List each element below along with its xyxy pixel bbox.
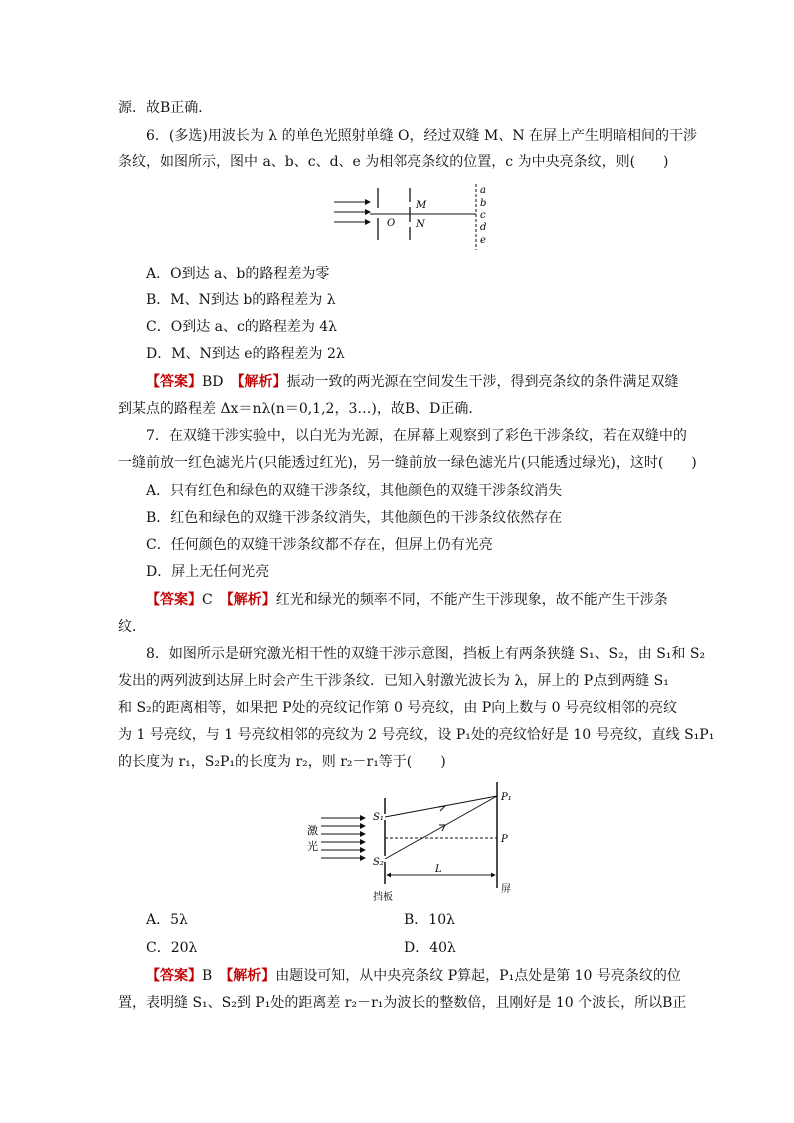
ray-S2-P1: [385, 796, 497, 859]
analysis-7-cont: 纹．: [118, 619, 146, 635]
option-B: B．M、N到达 b的路程差为 λ: [146, 292, 336, 308]
question-8-stem-cont: 发出的两列波到达屏上时会产生干涉条纹．已知入射激光波长为 λ，屏上的 P点到两缝 S₁: [118, 673, 669, 689]
option-C: C．O到达 a、c的路程差为 4λ: [146, 319, 338, 335]
option-A: A．只有红色和绿色的双缝干涉条纹，其他颜色的双缝干涉条纹消失: [146, 483, 563, 499]
laser-label: 激: [307, 824, 318, 837]
analysis-6-cont: 到某点的路程差 Δx＝nλ(n＝0,1,2，3…)，故B、D正确．: [118, 401, 483, 417]
answer-value: B: [202, 968, 213, 984]
analysis-tag: 【解析】: [226, 968, 276, 984]
analysis-text: 红光和绿光的频率不同，不能产生干涉现象，故不能产生干涉条: [275, 592, 668, 608]
answer-value: C: [202, 592, 213, 608]
answer-tag: 【答案】: [146, 592, 202, 608]
fringe-label-d: d: [480, 222, 487, 233]
fringe-label-e: e: [480, 235, 486, 246]
question-8-stem-cont: 和 S₂的距离相等，如果把 P处的亮纹记作第 0 号亮纹，由 P向上数与 0 号亮纹相邻的亮纹: [118, 700, 678, 716]
label-S2: S₂: [373, 857, 384, 868]
option-C: C．任何颜色的双缝干涉条纹都不存在，但屏上仍有光亮: [146, 537, 493, 553]
answer-tag: 【答案】: [146, 968, 202, 984]
option-B: B．红色和绿色的双缝干涉条纹消失，其他颜色的干涉条纹依然存在: [146, 510, 563, 526]
question-8-stem: 8．如图所示是研究激光相干性的双缝干涉示意图，挡板上有两条狭缝 S₁、S₂，由 S₁和 S₂: [146, 646, 706, 662]
ray-arrow: [438, 806, 445, 811]
label-M: M: [416, 200, 427, 211]
label-N: N: [416, 219, 425, 230]
laser-double-slit-figure: [305, 778, 525, 904]
option-B: B．10λ: [404, 912, 455, 928]
question-8-stem-cont: 的长度为 r₁，S₂P₁的长度为 r₂，则 r₂－r₁等于( ): [118, 754, 446, 770]
question-8-stem-cont: 为 1 号亮纹，与 1 号亮纹相邻的亮纹为 2 号亮纹，设 P₁处的亮纹恰好是 10 号亮纹，直线 S₁P₁: [118, 727, 715, 743]
text-line: 源．故B正确．: [118, 100, 213, 116]
analysis-tag: 【解析】: [237, 374, 287, 390]
analysis-8-cont: 置，表明缝 S₁、S₂到 P₁处的距离差 r₂－r₁为波长的整数倍，且刚好是 10 个波长，所以B正: [118, 995, 687, 1011]
option-A: A．O到达 a、b的路程差为零: [146, 266, 330, 282]
question-6-stem-cont: 条纹，如图所示，图中 a、b、c、d、e 为相邻亮条纹的位置，c 为中央亮条纹，则( ): [118, 154, 669, 170]
answer-tag: 【答案】: [146, 374, 202, 390]
label-P1: P₁: [501, 792, 512, 803]
fringe-label-a: a: [480, 185, 486, 196]
option-D: D．屏上无任何光亮: [146, 564, 270, 580]
analysis-text: 由题设可知，从中央亮条纹 P算起，P₁点处是第 10 号亮条纹的位: [275, 968, 681, 984]
label-baffle: 挡板: [373, 892, 393, 903]
laser-label: 光: [307, 840, 318, 853]
answer-6: [146, 372, 679, 392]
label-P: P: [501, 834, 508, 845]
question-7-stem: 7．在双缝干涉实验中，以白光为光源，在屏幕上观察到了彩色干涉条纹，若在双缝中的: [146, 428, 687, 444]
answer-8: [146, 966, 681, 986]
label-S1: S₁: [373, 812, 384, 823]
fringe-label-c: c: [480, 210, 486, 221]
option-A: A．5λ: [146, 912, 188, 928]
double-slit-figure: [330, 180, 500, 252]
option-D: D．40λ: [404, 940, 456, 956]
label-O: O: [387, 218, 396, 229]
option-D: D．M、N到达 e的路程差为 2λ: [146, 346, 345, 362]
question-7-stem-cont: 一缝前放一红色滤光片(只能透过红光)，另一缝前放一绿色滤光片(只能透过绿光)，这时( ): [118, 455, 697, 471]
fringe-label-b: b: [480, 198, 487, 209]
option-C: C．20λ: [146, 940, 198, 956]
analysis-text: 振动一致的两光源在空间发生干涉，得到亮条纹的条件满足双缝: [286, 374, 679, 390]
label-L: L: [435, 864, 442, 875]
answer-value: BD: [202, 374, 224, 390]
analysis-tag: 【解析】: [226, 592, 276, 608]
label-screen: 屏: [501, 884, 511, 895]
question-6-stem: 6．(多选)用波长为 λ 的单色光照射单缝 O，经过双缝 M、N 在屏上产生明暗相间的干涉: [146, 128, 698, 144]
answer-7: [146, 590, 668, 610]
